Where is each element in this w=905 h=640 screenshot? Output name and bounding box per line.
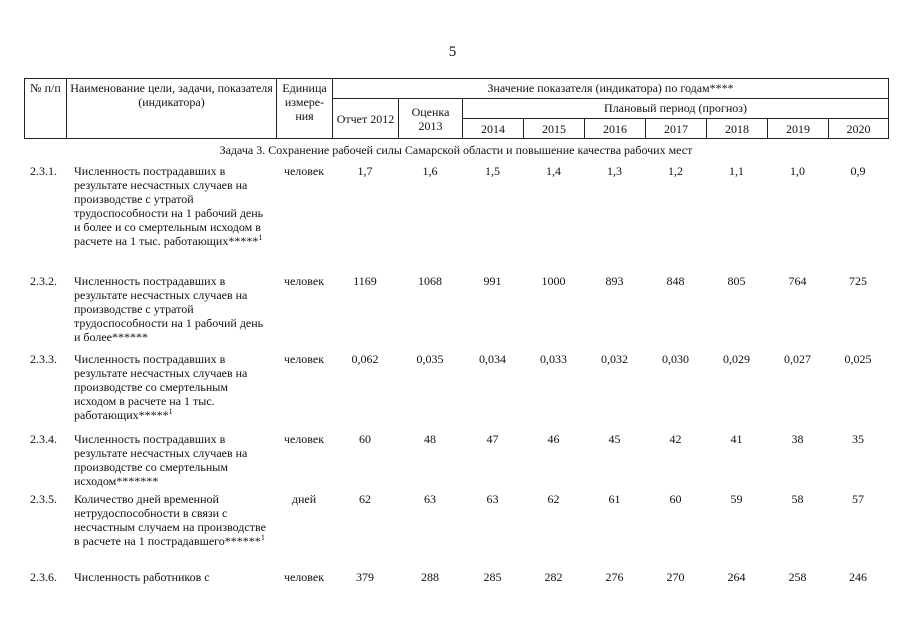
row-number: 2.3.3.: [30, 352, 57, 366]
header-year: 2019: [768, 119, 829, 139]
indicator-name-text: Численность работников с: [74, 570, 210, 584]
indicator-name-text: Численность пострадавших в результате несчастных случаев на производстве со смертельным исходом*******: [74, 432, 248, 488]
value-cell: 0,030: [662, 352, 689, 366]
page-number: 5: [448, 44, 457, 60]
unit-cell: человек: [283, 164, 325, 178]
value-cell: 41: [730, 432, 743, 446]
header-plan-period: Плановый период (прогноз): [463, 99, 889, 119]
value-cell: 0,062: [351, 352, 379, 366]
unit-cell: человек: [283, 570, 325, 584]
value-cell: 60: [359, 432, 371, 446]
indicator-name: [66, 568, 276, 598]
section-title: Задача 3. Сохранение рабочей силы Самарской области и повышение качества рабочих мест: [219, 143, 693, 157]
value-cell: 764: [788, 274, 807, 288]
header-name: Наименование цели, задачи, показателя (индикатора): [67, 79, 277, 139]
value-cell: 59: [730, 492, 743, 506]
indicator-name: [66, 272, 276, 350]
value-cell: 46: [547, 432, 560, 446]
value-cell: 0,033: [540, 352, 567, 366]
value-cell: 62: [359, 492, 371, 506]
indicator-name-text: Численность пострадавших в результате несчастных случаев на производстве с утратой трудоспособности на 1 рабочий день и более и со смертельным исходом в расчете на 1 тыс. работающих*****: [74, 164, 264, 248]
value-cell: 35: [852, 432, 864, 446]
table-row: [24, 272, 888, 350]
header-year: 2018: [707, 119, 768, 139]
header-year: 2016: [585, 119, 646, 139]
header-year: 2020: [829, 119, 889, 139]
value-cell: 60: [669, 492, 682, 506]
value-cell: 1,5: [485, 164, 500, 178]
header-estimate: Оценка 2013: [399, 99, 463, 139]
table-row: [24, 430, 888, 490]
value-cell: 0,025: [844, 352, 872, 366]
table-row: [24, 490, 888, 568]
value-cell: 991: [483, 274, 502, 288]
footnote-mark: 1: [258, 233, 263, 242]
value-cell: 270: [666, 570, 685, 584]
value-cell: 0,029: [723, 352, 750, 366]
value-cell: 62: [547, 492, 560, 506]
value-cell: 48: [424, 432, 436, 446]
value-cell: 0,9: [850, 164, 866, 178]
table-row: [24, 162, 888, 272]
footnote-mark: 1: [168, 407, 173, 416]
value-cell: 42: [669, 432, 682, 446]
indicator-name: [66, 162, 276, 272]
table-row: [24, 568, 888, 598]
unit-cell: человек: [283, 274, 325, 288]
value-cell: 0,032: [601, 352, 628, 366]
header-unit: Единица измере-ния: [277, 79, 333, 139]
value-cell: 1,2: [668, 164, 683, 178]
row-number: 2.3.1.: [30, 164, 57, 178]
value-cell: 38: [791, 432, 804, 446]
value-cell: 264: [727, 570, 746, 584]
row-number: 2.3.4.: [30, 432, 57, 446]
value-cell: 1,6: [422, 164, 438, 178]
value-cell: 276: [605, 570, 624, 584]
value-cell: 0,034: [479, 352, 506, 366]
header-values-group: Значение показателя (индикатора) по годам****: [333, 79, 889, 99]
value-cell: 63: [486, 492, 499, 506]
row-number: 2.3.5.: [30, 492, 57, 506]
value-cell: 1169: [353, 274, 377, 288]
value-cell: 0,035: [416, 352, 444, 366]
value-cell: 285: [483, 570, 502, 584]
value-cell: 1,1: [729, 164, 744, 178]
value-cell: 288: [421, 570, 439, 584]
table-row: [24, 350, 888, 430]
value-cell: 61: [608, 492, 621, 506]
indicator-name-text: Численность пострадавших в результате несчастных случаев на производстве с утратой трудоспособности на 1 рабочий день и более******: [74, 274, 264, 344]
indicator-name: [66, 490, 276, 568]
indicator-name: [66, 430, 276, 490]
indicator-table-body: [24, 162, 888, 598]
footnote-mark: 1: [260, 533, 265, 542]
value-cell: 725: [849, 274, 867, 288]
header-year: 2014: [463, 119, 524, 139]
value-cell: 47: [486, 432, 499, 446]
header-year: 2015: [524, 119, 585, 139]
row-number: 2.3.6.: [30, 570, 57, 584]
indicator-table-header: [24, 78, 889, 139]
indicator-name-text: Количество дней временной нетрудоспособности в связи с несчастным случаем на производстве в расчете на 1 пострадавшего******: [74, 492, 266, 548]
value-cell: 1068: [418, 274, 442, 288]
unit-cell: дней: [291, 492, 317, 506]
value-cell: 258: [788, 570, 807, 584]
value-cell: 805: [727, 274, 746, 288]
value-cell: 57: [852, 492, 864, 506]
value-cell: 1,7: [357, 164, 373, 178]
unit-cell: человек: [283, 432, 325, 446]
header-year: 2017: [646, 119, 707, 139]
header-report: Отчет 2012: [333, 99, 399, 139]
value-cell: 282: [544, 570, 563, 584]
value-cell: 246: [849, 570, 867, 584]
value-cell: 0,027: [784, 352, 811, 366]
value-cell: 1,3: [607, 164, 622, 178]
value-cell: 1,0: [790, 164, 805, 178]
row-number: 2.3.2.: [30, 274, 57, 288]
indicator-name-text: Численность пострадавших в результате несчастных случаев на производстве со смертельным исходом в расчете на 1 тыс. работающих*****: [74, 352, 248, 422]
value-cell: 848: [666, 274, 685, 288]
value-cell: 45: [608, 432, 621, 446]
value-cell: 58: [791, 492, 804, 506]
value-cell: 893: [605, 274, 624, 288]
value-cell: 1,4: [546, 164, 561, 178]
indicator-name: [66, 350, 276, 430]
header-num: № п/п: [25, 79, 67, 139]
value-cell: 1000: [541, 274, 566, 288]
value-cell: 63: [424, 492, 436, 506]
unit-cell: человек: [283, 352, 325, 366]
value-cell: 379: [356, 570, 374, 584]
